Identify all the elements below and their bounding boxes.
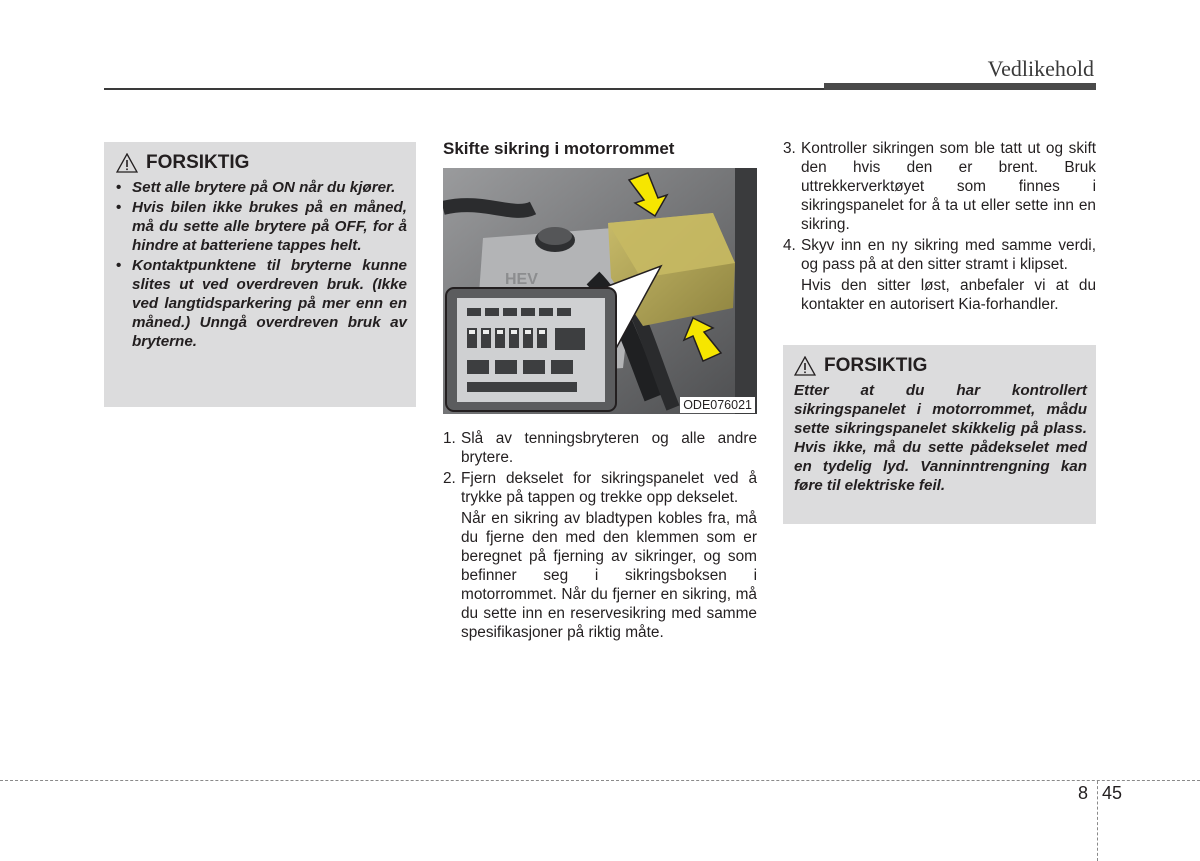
- caution-heading: [794, 355, 1087, 377]
- engine-bay-illustration: [443, 168, 757, 414]
- step-number: 3.: [783, 140, 796, 157]
- step-item: [783, 236, 1096, 314]
- header-rule-accent: [824, 83, 1096, 90]
- step-note: Når en sikring av bladtypen kobles fra, må du fjerne den med den klemmen som er beregnet på fjerning av sikringer, og som befinner seg i sikringsboksen i motorrommet. Når du fjerner en sikring, må du sette inn en reservesikring med samme spesifikasjoner på riktig måte.: [461, 510, 757, 641]
- steps-list-middle: [443, 429, 757, 644]
- caution-box-right: [783, 345, 1096, 524]
- caution-heading: [116, 152, 407, 174]
- step-text: Kontroller sikringen som ble tatt ut og skift den hvis den er brent. Bruk uttrekkerverktøyet som finnes i sikringspanelet for å ta ut eller sette inn en sikring.: [801, 140, 1096, 233]
- caution-heading-label: FORSIKTIG: [146, 152, 250, 173]
- step-text: Skyv inn en ny sikring med samme verdi, og pass på at den sitter stramt i klipset.: [801, 237, 1096, 273]
- section-heading: Skifte sikring i motorrommet: [443, 139, 675, 158]
- caution-item: • Sett alle brytere på ON når du kjører.: [116, 178, 407, 197]
- engine-bay-photo: [443, 168, 757, 414]
- steps-list-right: [783, 139, 1096, 316]
- step-number: 1.: [443, 430, 456, 447]
- warning-triangle-icon: [794, 356, 816, 376]
- page-number: 45: [1102, 783, 1123, 803]
- step-item: [443, 469, 757, 642]
- step-item: [443, 429, 757, 467]
- page-header-title: Vedlikehold: [987, 56, 1094, 81]
- caution-item: • Hvis bilen ikke brukes på en måned, må du sette alle brytere på OFF, for å hindre at batteriene tappes helt.: [116, 198, 407, 255]
- footer-vertical-divider: [1097, 781, 1098, 861]
- fuse-box-inset: [446, 288, 616, 411]
- step-item: [783, 139, 1096, 234]
- footer-divider: [0, 780, 1200, 781]
- caution-heading-label: FORSIKTIG: [824, 355, 928, 376]
- engine-logo-text: HEV: [505, 271, 538, 288]
- caution-item: • Kontaktpunktene til bryterne kunne slites ut ved overdreven bruk. (Ikke ved langtidsparkering på mer enn en måned.) Unngå overdreven bruk av bryterne.: [116, 256, 407, 351]
- step-text: Slå av tenningsbryteren og alle andre brytere.: [461, 430, 757, 466]
- caution-box-left: [104, 142, 416, 407]
- step-note: Hvis den sitter løst, anbefaler vi at du kontakter en autorisert Kia-forhandler.: [801, 277, 1096, 313]
- step-number: 4.: [783, 237, 796, 254]
- warning-triangle-icon: [116, 153, 138, 173]
- header-rule: [104, 88, 824, 90]
- caution-list: [116, 178, 407, 351]
- step-text: Fjern dekselet for sikringspanelet ved å trykke på tappen og trekke opp dekselet.: [461, 470, 757, 506]
- chapter-number: 8: [1078, 783, 1089, 803]
- caution-text: Etter at du har kontrollert sikringspanelet i motorrommet, mådu sette sikringspanelet skikkelig på plass. Hvis ikke, må du sette pådekselet med en tydelig lyd. Vanninntrengning kan føre til elektriske feil.: [794, 382, 1087, 494]
- photo-code-label: ODE076021: [680, 397, 755, 413]
- step-number: 2.: [443, 470, 456, 487]
